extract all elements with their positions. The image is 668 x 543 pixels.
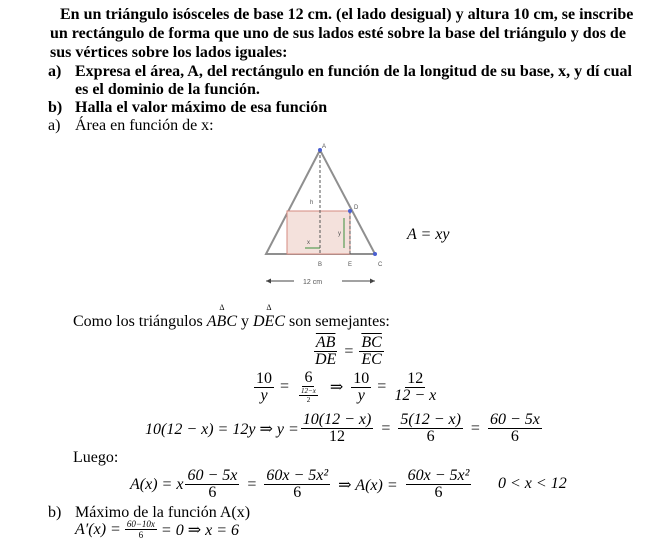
numerator: 10 <box>256 369 272 387</box>
numerator: 60−10x <box>126 519 155 529</box>
equals-sign: = <box>280 378 290 395</box>
label-e: E <box>348 262 353 268</box>
denominator: 2 <box>306 396 311 404</box>
base-arrowhead-right <box>370 279 375 284</box>
problem-b-text: Halla el valor máximo de esa función <box>75 99 328 116</box>
numerator: 60 − 5x <box>187 467 238 484</box>
numerator: 6 <box>304 369 313 386</box>
base-arrowhead-left <box>266 279 271 284</box>
denominator <box>295 387 322 404</box>
equation-derivative <box>75 519 239 540</box>
problem-line-3: sus vértices sobre los lados iguales: <box>50 44 288 61</box>
problem-line-1: En un triángulo isósceles de base 12 cm. (el lado desigual) y altura 10 cm, se inscribe <box>60 6 634 23</box>
equals-sign: = <box>381 419 391 437</box>
equals-sign: = <box>344 342 354 360</box>
area-formula: A = xy <box>407 226 450 243</box>
denominator: y <box>260 386 268 404</box>
equals-sign: = <box>247 475 257 493</box>
fraction-area-3 <box>406 468 472 501</box>
fraction-ab-de <box>313 335 338 368</box>
similar-triangles-sentence <box>73 303 390 331</box>
base-length-label: 12 cm <box>303 279 323 286</box>
label-b: B <box>318 262 323 268</box>
solution-b-label: b) <box>48 504 62 521</box>
label-h: h <box>310 200 314 206</box>
equation-y-lhs: 10(12 − x) = 12y ⇒ y = <box>145 420 299 438</box>
fraction-y-2 <box>398 412 463 445</box>
fraction-y-1 <box>301 412 374 445</box>
denominator: DE <box>315 351 337 368</box>
fraction-6-over-half <box>295 370 322 404</box>
triangle-dec-symbol <box>253 303 285 331</box>
fraction-12-12x <box>392 371 438 404</box>
triangle-abc-symbol <box>206 303 237 331</box>
fraction-10-y <box>254 371 274 404</box>
derivative-lhs: A′(x) = <box>75 520 121 538</box>
fraction-12x-2 <box>299 387 318 404</box>
denominator: y <box>357 386 365 404</box>
vertex-c-dot <box>373 252 377 256</box>
solution-a-label: a) <box>48 117 61 134</box>
numerator: 12−x <box>301 387 316 395</box>
label-x: x <box>307 240 310 246</box>
label-c: C <box>378 262 383 268</box>
denominator: 6 <box>510 428 519 445</box>
numerator: 10 <box>353 369 370 387</box>
similar-end-text: son semejantes: <box>289 313 390 330</box>
label-d: D <box>354 205 359 211</box>
triangle-mark: Δ <box>219 303 225 312</box>
denominator: 12 <box>329 428 346 445</box>
derivative-rhs: = 0 ⇒ x = 6 <box>160 521 240 539</box>
numerator: $\overline{BC}$ <box>361 334 382 351</box>
fraction-area-1 <box>185 468 239 501</box>
equation-ratio <box>311 335 386 368</box>
triangle-mark: Δ <box>266 303 272 312</box>
denominator: EC <box>361 351 382 368</box>
equation-area-lhs: A(x) = x <box>130 475 184 493</box>
triangle-dec-name: DEC <box>253 313 285 330</box>
equation-area <box>130 468 473 501</box>
denominator: 6 <box>138 530 144 540</box>
solution-a-title: Área en función de x: <box>75 117 214 134</box>
numerator: 60x − 5x² <box>266 467 329 484</box>
problem-a-line-2: es el dominio de la función. <box>75 81 260 98</box>
equals-sign: = <box>470 419 480 437</box>
numerator: 60 − 5x <box>489 411 540 428</box>
luego-text: Luego: <box>73 449 119 466</box>
triangle-abc-name: ABC <box>206 313 237 330</box>
label-y: y <box>338 231 341 237</box>
fraction-10-y-2 <box>351 371 371 404</box>
numerator: 12 <box>407 369 424 387</box>
numerator: 10(12 − x) <box>302 411 372 428</box>
denominator: 6 <box>426 428 435 445</box>
fraction-y-3 <box>488 412 542 445</box>
fraction-area-2 <box>264 468 330 501</box>
denominator: 6 <box>293 484 302 501</box>
numerator: 60x − 5x² <box>407 467 470 484</box>
similar-text: Como los triángulos <box>73 313 203 330</box>
triangle-figure <box>258 138 398 290</box>
denominator: 12 − x <box>394 386 437 404</box>
denominator: 6 <box>434 484 443 501</box>
denominator: 6 <box>208 484 217 501</box>
equation-y <box>145 412 544 445</box>
equation-area-mid: ⇒ A(x) = <box>338 476 398 494</box>
domain-text: 0 < x < 12 <box>498 475 567 492</box>
problem-a-label: a) <box>48 63 62 80</box>
problem-b-label: b) <box>48 99 63 116</box>
label-a: A <box>322 144 327 150</box>
problem-a-line-1: Expresa el área, A, del rectángulo en función de la longitud de su base, x, y dí cual <box>75 63 632 80</box>
numerator: 5(12 − x) <box>400 411 461 428</box>
fraction-derivative <box>125 519 157 540</box>
implies-arrow: ⇒ <box>329 379 344 396</box>
solution-b-title: Máximo de la función A(x) <box>75 504 251 521</box>
equation-proportion <box>252 370 440 404</box>
numerator: $\overline{AB}$ <box>315 334 336 351</box>
point-d-dot <box>348 209 352 213</box>
problem-line-2: un rectángulo de forma que uno de sus lados esté sobre la base del triángulo y dos de <box>50 25 626 42</box>
and-text: y <box>241 313 249 330</box>
fraction-bc-ec <box>359 335 383 368</box>
equals-sign: = <box>377 378 387 395</box>
